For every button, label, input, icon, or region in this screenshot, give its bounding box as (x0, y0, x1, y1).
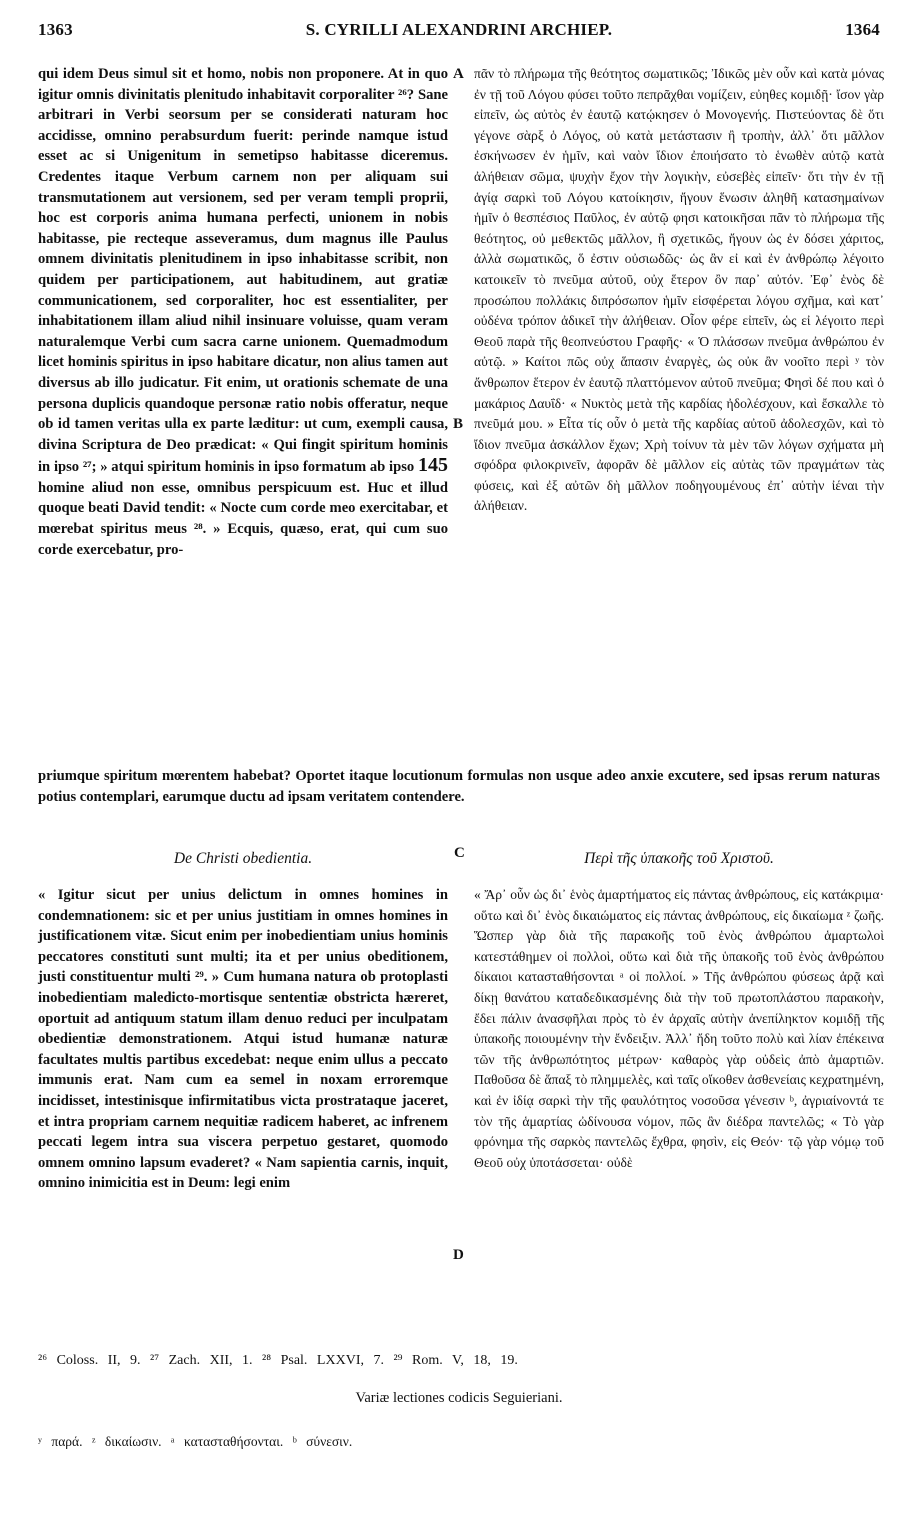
margin-marker-b: B (453, 416, 464, 432)
page-header (38, 20, 880, 46)
left-page-number: 1363 (38, 20, 73, 39)
right-page-number: 1364 (845, 20, 880, 39)
latin-column-bottom (38, 885, 448, 1194)
greek-column-top (474, 64, 884, 517)
margin-marker-c: C (454, 845, 465, 861)
column-number: 145 (418, 454, 448, 477)
latin-top-text-end: homine aliud non esse, omnibus perspicuum est. Huc et illud quoque beati David tendit: « Nocte cum corde meo exercitabar, et mœrebat spiritus meus ²⁸. » Ecquis, quæso, erat, qui cum suo corde exercebatur, pro- (38, 479, 448, 558)
variae-lectiones: ʸ παρά. ᶻ δικαίωσιν. ᵃ κατασταθήσονται. ᵇ σύνεσιν. (38, 1434, 353, 1449)
latin-continuation (38, 766, 880, 807)
greek-bottom-text: « Ἄρ᾽ οὖν ὡς δι᾽ ἑνὸς ἁμαρτήματος εἰς πάντας ἀνθρώπους, εἰς κατάκριμα· οὕτω καὶ δι᾽ ἑνὸς δικαιώματος εἰς πάντας ἀνθρώπους, εἰς δικαίωμα ᶻ ζωῆς. Ὥσπερ γὰρ διὰ τῆς παρακοῆς τοῦ ἑνὸς ἀνθρώπου ἁμαρτωλοὶ κατεστάθημεν οἱ πολλοὶ, οὕτω καὶ διὰ τῆς ὑπακοῆς τοῦ ἑνὸς ἀνθρώπου δίκαιοι κατασταθήσονται ᵃ οἱ πολλοί. » Τῆς ἀνθρώπου φύσεως ἀρᾷ καὶ δίκῃ θανάτου καταδεδικασμένης διὰ τὴν τοῦ πρωτοπλάστου παρακοὴν, ἔδει πάλιν ἀνασφῆλαι πρὸς τὸ ἐν ἀρχαῖς αὐτὴν ἀνεπίληκτον κομιδῇ τῆς ὑπακοῆς ποιουμένην τὴν ἔνδειξιν. Ἀλλ᾽ ἤδη τοῦτο πολὺ καὶ λίαν ἐπέκεινα τῶν τῆς ἀνθρωπότητος μέτρων· καθαρὸς γὰρ οὐδεὶς ἀπὸ ἁμαρτιῶν. Παθοῦσα δὲ ἅπαξ τὸ πλημμελὲς, καὶ ταῖς οἴκοθεν ἀσθενείαις κεχρατημένη, καὶ ἐν ἰδίᾳ σαρκὶ τὴν τῆς φαυλότητος νοσοῦσα γένεσιν ᵇ, ἀγριαίνοντά τε τὸν τῆς ἁμαρτίας ὠδίνουσα νόμον, πῶς ἂν διέδρα παντελῶς; « Τὸ γὰρ φρόνημα τῆς σαρκὸς παντελῶς ἔχθρα, φησὶν, εἰς Θεόν· τῷ γὰρ νόμῳ τοῦ Θεοῦ οὐχ ὑποτάσσεται· οὐδὲ (474, 887, 884, 1170)
section-title-greek: Περὶ τῆς ὑπακοῆς τοῦ Χριστοῦ. (584, 850, 774, 867)
greek-top-text: πᾶν τὸ πλήρωμα τῆς θεότητος σωματικῶς; Ἰδικῶς μὲν οὖν καὶ κατὰ μόνας ἐν τῇ τοῦ Λόγου φύσει τοῦτο πεπρᾶχθαι νομίζειν, εὐηθες κομιδῇ· ἴσον γὰρ εἰπεῖν, ὡς αὐτὸς ἐν ἑαυτῷ κατῴκησεν ὁ Μονογενής. Πιστεύοντας δὲ ὅτι γέγονε σὰρξ ὁ Λόγος, οὐ κατὰ μετάστασιν ἢ τροπὴν, ἀλλ᾽ ὅτι μᾶλλον ἐσκήνωσεν ἐν ἡμῖν, καὶ ναὸν ἴδιον ἐποιήσατο τὸ ἑνωθὲν αὐτῷ κατὰ ἀλήθειαν σῶμα, ψυχὴν ἔχον τὴν λογικὴν, εὐσεβὲς εἰπεῖν· ὅτι τὴν ἐν τῇ ἁγίᾳ σαρκὶ τοῦ Λόγου κατοίκησιν, ἤγουν ἕνωσιν ἀληθῆ κατασημαίνων ἡμῖν ὁ θεσπέσιος Παῦλος, ἐν αὐτῷ φησι κατοικῆσαι πᾶν τὸ πλήρωμα τῆς θεότητος, οὐ μεθεκτῶς μᾶλλον, ἢ σχετικῶς, ἤγουν ὡς ἐν δόσει χάριτος, ἀλλὰ σωματικῶς, ὅ ἐστιν οὐσιωδῶς· ὡς ἂν εἰ καὶ ἐν ἀνθρώπῳ λέγοιτο κατοικεῖν τὸ πνεῦμα αὐτοῦ, οὐχ ἕτερον ὂν παρ᾽ αὐτόν. Ἐφ᾽ ἑνὸς δὲ προσώπου πολλάκις διπρόσωπον ἡμῖν εἰσφέρεται λόγου σχῆμα, καὶ κατ᾽ οὐδένα τρόπον ἀδικεῖ τὴν ἀλήθειαν. Οἷον φέρε εἰπεῖν, ὡς εἰ λέγοιτο περὶ Θεοῦ παρὰ τῆς θεοπνεύστου Γραφῆς· « Ὁ πλάσσων πνεῦμα ἀνθρώπου ἐν αὐτῷ. » Καίτοι πῶς οὐχ ἅπασιν ἐναργὲς, ὡς οὐκ ἂν νοοῖτο περὶ ʸ τὸν ἄνθρωπον ἕτερον ἐν ἑαυτῷ πλαττόμενον αὐτοῦ πνεῦμα; Φησὶ δέ που καὶ ὁ μακάριος Δαυΐδ· « Νυκτὸς μετὰ τῆς καρδίας ἠδολέσχουν, καὶ ἔσκαλλε τὸ πνεῦμά μου. » Εἶτα τίς οὖν ὁ μετὰ τῆς καρδίας αὐτοῦ ἀδολεσχῶν, καὶ τὸ ἴδιον πνεῦμα ἀσκάλλον ἔχων; Χρὴ τοίνυν τὰ μὲν τῶν λόγων σχήματα μὴ σφόδρα φιλοκρινεῖν, ἀφορᾶν δὲ μᾶλλον εἰς αὐτὰς τῶν πραγμάτων τὰς φύσεις, καὶ ἐξ αὐτῶν δὴ μᾶλλον ποδηγουμένους ἐπ᾽ αὐτὴν ἰέναι τὴν ἀλήθειαν. (474, 66, 884, 514)
variae-lectiones-title: Variæ lectiones codicis Seguieriani. (355, 1390, 563, 1406)
greek-column-bottom (474, 885, 884, 1173)
margin-marker-a: A (453, 66, 464, 82)
running-title: S. CYRILLI ALEXANDRINI ARCHIEP. (305, 20, 613, 39)
latin-top-text: qui idem Deus simul sit et homo, nobis non proponere. At in quo igitur omnis divinitatis plenitudo inhabitavit corporaliter ²⁶? Sane arbitrari in Verbi seorsum per se considerati naturam hoc accidisse, omnino perabsurdum fuerit: perinde namque istud esset ac si Unigenitum in semetipso habitasse diceremus. Credentes itaque Verbum carnem non per aliquam sui transmutationem aut versionem, sed per veram templi proprii, hoc est corporis anima humana perfecti, unionem in nobis habitasse, pie recteque asseveramus, dum magnus ille Paulus omnem divinitatis plenitudinem in ipso inhabitasse scribit, non quidem per participationem, aut habitudinem, aut gratiæ communicationem, sed corporaliter, hoc est essentialiter, per inhabitationem illam aliud nihil insinuare voluisse, quam veram naturalemque Verbi cum sacra carne unionem. Quemadmodum licet hominis spiritus in ipso habitare dicatur, non alius tamen aut diversus ab illo judicatur. Fit enim, ut orationis schemate de una persona duplicis quandoque personæ ratio nobis offeratur, neque ob id tamen veritas ulla ex parte læditur: ut cum, exempli causa, divina Scriptura de Deo prædicat: « Qui fingit spiritum hominis in ipso ²⁷; » atqui spiritum hominis in ipso formatum ab ipso (38, 66, 448, 476)
latin-continuation-text: priumque spiritum mœrentem habebat? Oportet itaque locutionum formulas non usque adeo anxie excutere, sed ipsas rerum naturas potius contemplari, earumque ductu ad ipsam veritatem contendere. (38, 768, 880, 805)
margin-marker-d: D (453, 1247, 464, 1263)
latin-bottom-text: « Igitur sicut per unius delictum in omnes homines in condemnationem: sic et per unius justitiam in omnes homines in justificationem vitæ. Sicut enim per inobedientiam unius hominis peccatores constituti sunt multi; ita et per unius obeditionem, justi constituentur multi ²⁹. » Cum humana natura ob protoplasti inobedientiam maledicto-mortisque sententiæ obstricta hæreret, oportuit ad antiquum statum illam denuo reduci per inculpatam obedientiæ demonstrationem. Atqui istud humanæ naturæ facultates multis partibus excedebat: neque enim ullus a peccato immunis erat. Nam cum ea semel in noxam erroremque incidisset, intestinisque infirmitatibus victa prostrataque jaceret, et intra propriam carnem nequitiæ radicem haberet, ac infrenem peccati legem intra sua viscera perpetuo gestaret, quomodo omnem omnino lapsum evaderet? « Nam sapientia carnis, inquit, omnino inimicitia est in Deum: legi enim (38, 887, 448, 1192)
section-title-latin: De Christi obedientia. (173, 850, 313, 867)
latin-column-top (38, 64, 448, 560)
footnotes: ²⁶ Coloss. II, 9. ²⁷ Zach. XII, 1. ²⁸ Psal. LXXVI, 7. ²⁹ Rom. V, 18, 19. (38, 1353, 518, 1368)
